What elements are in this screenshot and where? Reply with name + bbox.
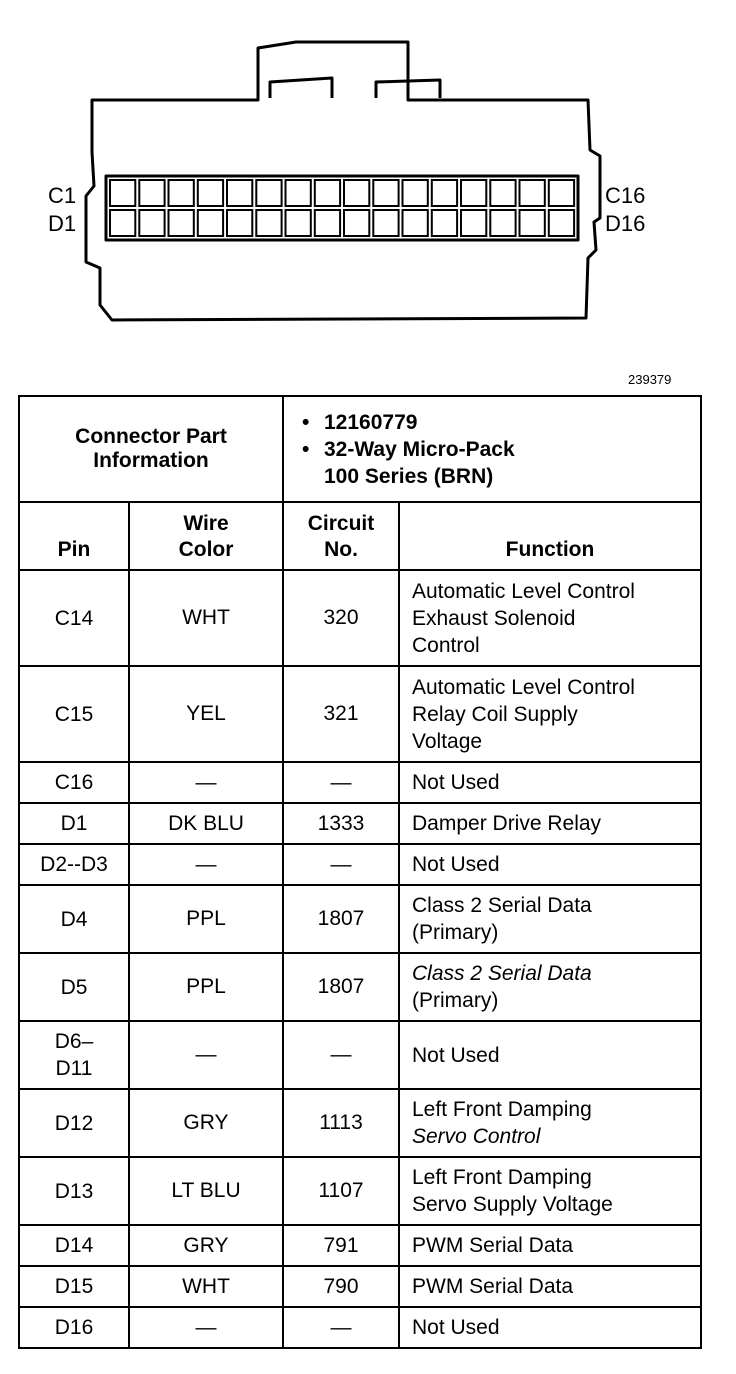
terminal-cavity bbox=[169, 210, 194, 236]
terminal-cavity bbox=[315, 180, 340, 206]
table-row bbox=[19, 953, 701, 1021]
function-cell: Not Used bbox=[399, 844, 701, 885]
function-cell: PWM Serial Data bbox=[399, 1225, 701, 1266]
wire-color-cell: LT BLU bbox=[129, 1157, 283, 1225]
function-cell: Not Used bbox=[399, 762, 701, 803]
wire-color-cell: DK BLU bbox=[129, 803, 283, 844]
wire-color-cell: WHT bbox=[129, 1266, 283, 1307]
function-cell: Automatic Level Control Relay Coil Supply Voltage bbox=[399, 666, 701, 762]
pin-cell: C16 bbox=[19, 762, 129, 803]
table-row bbox=[19, 1225, 701, 1266]
function-cell: Damper Drive Relay bbox=[399, 803, 701, 844]
table-row bbox=[19, 1021, 701, 1089]
connector-face-diagram bbox=[0, 0, 736, 330]
terminal-grid bbox=[110, 180, 574, 236]
circuit-cell: 791 bbox=[283, 1225, 399, 1266]
circuit-cell: 790 bbox=[283, 1266, 399, 1307]
pin-cell: C14 bbox=[19, 570, 129, 666]
terminal-cavity-frame bbox=[106, 176, 578, 240]
connector-info-details: • 12160779 • 32-Way Micro-Pack 100 Series (BRN) bbox=[283, 396, 701, 502]
terminal-cavity bbox=[286, 180, 311, 206]
function-cell: PWM Serial Data bbox=[399, 1266, 701, 1307]
terminal-cavity bbox=[520, 180, 545, 206]
table-row bbox=[19, 1157, 701, 1225]
wire-color-cell: GRY bbox=[129, 1089, 283, 1157]
wire-color-cell: WHT bbox=[129, 570, 283, 666]
circuit-cell: 321 bbox=[283, 666, 399, 762]
circuit-cell: 1807 bbox=[283, 885, 399, 953]
function-cell: Left Front Damping Servo Control bbox=[399, 1089, 701, 1157]
terminal-cavity bbox=[110, 180, 135, 206]
terminal-cavity bbox=[461, 180, 486, 206]
function-cell: Left Front Damping Servo Supply Voltage bbox=[399, 1157, 701, 1225]
column-header-row bbox=[19, 502, 701, 570]
pin-label-d1: D1 bbox=[48, 211, 77, 236]
pin-label-c16: C16 bbox=[605, 183, 646, 208]
terminal-cavity bbox=[227, 180, 252, 206]
terminal-cavity bbox=[344, 180, 369, 206]
terminal-cavity bbox=[461, 210, 486, 236]
circuit-cell: 1107 bbox=[283, 1157, 399, 1225]
terminal-cavity bbox=[139, 210, 164, 236]
function-cell: Automatic Level Control Exhaust Solenoid Control bbox=[399, 570, 701, 666]
terminal-cavity bbox=[403, 180, 428, 206]
table-row bbox=[19, 1307, 701, 1348]
table-row bbox=[19, 762, 701, 803]
terminal-cavity bbox=[315, 210, 340, 236]
terminal-cavity bbox=[344, 210, 369, 236]
circuit-cell: 1333 bbox=[283, 803, 399, 844]
wire-color-cell: PPL bbox=[129, 953, 283, 1021]
circuit-cell: — bbox=[283, 844, 399, 885]
connector-info-title: Connector Part Information bbox=[19, 396, 283, 502]
terminal-cavity bbox=[490, 180, 515, 206]
table-row bbox=[19, 1266, 701, 1307]
wire-color-cell: YEL bbox=[129, 666, 283, 762]
pin-cell: D6– D11 bbox=[19, 1021, 129, 1089]
wire-color-cell: — bbox=[129, 762, 283, 803]
pin-cell: C15 bbox=[19, 666, 129, 762]
pin-cell: D13 bbox=[19, 1157, 129, 1225]
terminal-cavity bbox=[256, 210, 281, 236]
terminal-cavity bbox=[373, 210, 398, 236]
function-cell: Not Used bbox=[399, 1307, 701, 1348]
column-header-circuit: Circuit No. bbox=[283, 502, 399, 570]
terminal-cavity bbox=[432, 180, 457, 206]
table-row bbox=[19, 570, 701, 666]
terminal-cavity bbox=[256, 180, 281, 206]
table-row bbox=[19, 885, 701, 953]
terminal-cavity bbox=[490, 210, 515, 236]
connector-info-row bbox=[19, 396, 701, 502]
terminal-cavity bbox=[286, 210, 311, 236]
function-cell: Class 2 Serial Data (Primary) bbox=[399, 885, 701, 953]
pin-cell: D2--D3 bbox=[19, 844, 129, 885]
terminal-cavity bbox=[227, 210, 252, 236]
circuit-cell: 1113 bbox=[283, 1089, 399, 1157]
pin-cell: D4 bbox=[19, 885, 129, 953]
circuit-cell: 320 bbox=[283, 570, 399, 666]
circuit-cell: — bbox=[283, 1021, 399, 1089]
figure-id: 239379 bbox=[628, 372, 672, 387]
terminal-cavity bbox=[198, 180, 223, 206]
connector-pin-table bbox=[18, 395, 702, 1349]
table-row bbox=[19, 803, 701, 844]
terminal-cavity bbox=[520, 210, 545, 236]
pin-label-d16: D16 bbox=[605, 211, 646, 236]
terminal-cavity bbox=[549, 210, 574, 236]
terminal-cavity bbox=[373, 180, 398, 206]
terminal-cavity bbox=[403, 210, 428, 236]
circuit-cell: — bbox=[283, 1307, 399, 1348]
table-row bbox=[19, 844, 701, 885]
column-header-pin: Pin bbox=[19, 502, 129, 570]
column-header-function: Function bbox=[399, 502, 701, 570]
pin-cell: D12 bbox=[19, 1089, 129, 1157]
wire-color-cell: — bbox=[129, 1307, 283, 1348]
column-header-wire-color: Wire Color bbox=[129, 502, 283, 570]
wire-color-cell: — bbox=[129, 844, 283, 885]
connector-key-left bbox=[270, 78, 332, 98]
pin-cell: D5 bbox=[19, 953, 129, 1021]
function-cell: Not Used bbox=[399, 1021, 701, 1089]
part-number: • 12160779 bbox=[302, 410, 418, 434]
table-row bbox=[19, 1089, 701, 1157]
connector-description: • 32-Way Micro-Pack bbox=[302, 437, 515, 461]
wire-color-cell: GRY bbox=[129, 1225, 283, 1266]
table-row bbox=[19, 666, 701, 762]
terminal-cavity bbox=[169, 180, 194, 206]
pin-cell: D16 bbox=[19, 1307, 129, 1348]
function-cell: Class 2 Serial Data (Primary) bbox=[399, 953, 701, 1021]
pin-cell: D15 bbox=[19, 1266, 129, 1307]
wire-color-cell: PPL bbox=[129, 885, 283, 953]
circuit-cell: — bbox=[283, 762, 399, 803]
terminal-cavity bbox=[432, 210, 457, 236]
pin-cell: D1 bbox=[19, 803, 129, 844]
pin-cell: D14 bbox=[19, 1225, 129, 1266]
terminal-cavity bbox=[139, 180, 164, 206]
pin-label-c1: C1 bbox=[48, 183, 77, 208]
terminal-cavity bbox=[549, 180, 574, 206]
wire-color-cell: — bbox=[129, 1021, 283, 1089]
terminal-cavity bbox=[198, 210, 223, 236]
terminal-cavity bbox=[110, 210, 135, 236]
circuit-cell: 1807 bbox=[283, 953, 399, 1021]
